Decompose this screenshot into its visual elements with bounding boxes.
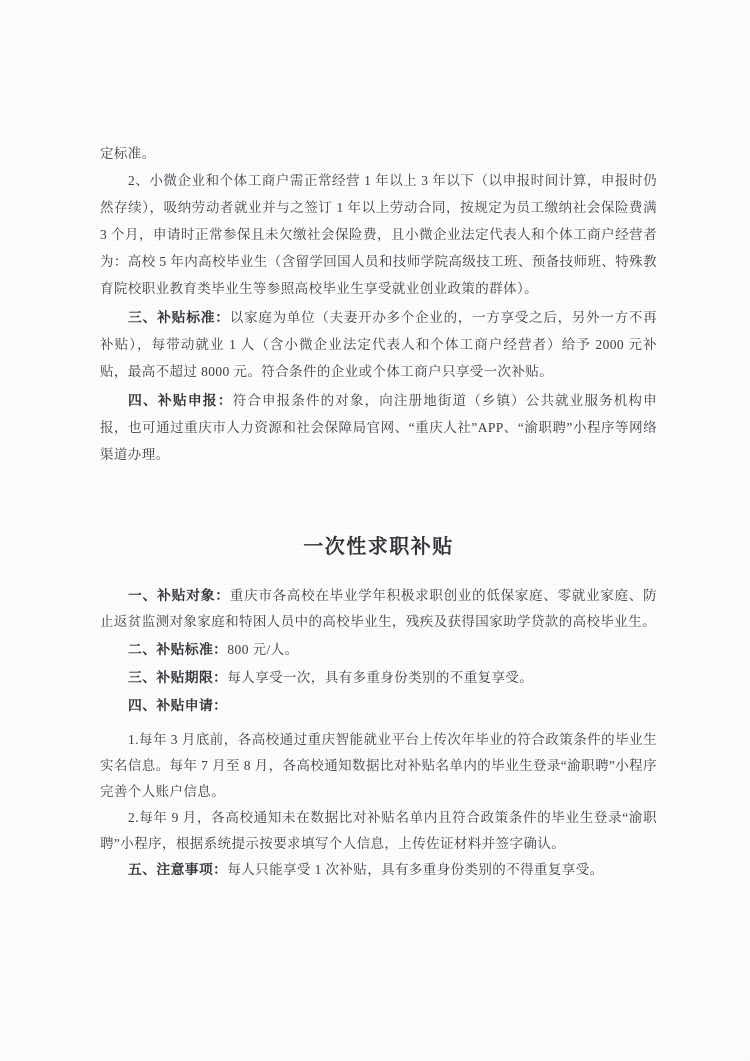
- para-apply-step-2: [100, 805, 657, 857]
- para-subsidy-amount-label: 二、补贴标准：: [128, 642, 228, 657]
- para-continuation: [100, 140, 657, 167]
- para-subsidy-declaration-text: 符合申报条件的对象，向注册地街道（乡镇）公共就业服务机构申报，也可通过重庆市人力资源和社会保障局官网、“重庆人社”APP、“渝职聘”小程序等网络渠道办理。: [100, 393, 657, 462]
- para-apply-step-1: [100, 727, 657, 805]
- para-subsidy-target-text: 重庆市各高校在毕业学年积极求职创业的低保家庭、零就业家庭、防止返贫监测对象家庭和特困人员中的高校毕业生，残疾及获得国家助学贷款的高校毕业生。: [100, 588, 658, 629]
- section-job-seeking-subsidy: [100, 531, 657, 883]
- para-subsidy-declaration-label: 四、补贴申报：: [128, 393, 233, 408]
- section-startup-subsidy: [100, 140, 657, 468]
- para-apply-step-2-text: 2.每年 9 月，各高校通知未在数据比对补贴名单内且符合政策条件的毕业生登录“渝职聘”小程序，根据系统提示按要求填写个人信息，上传佐证材料并签字确认。: [100, 810, 657, 851]
- para-continuation-text: 定标准。: [100, 146, 156, 161]
- para-condition-2: [100, 167, 657, 302]
- para-subsidy-apply-label: 四、补贴申请：: [128, 698, 228, 713]
- para-subsidy-declaration: [100, 387, 657, 468]
- para-subsidy-duration-text: 每人享受一次，具有多重身份类别的不重复享受。: [227, 670, 534, 685]
- para-subsidy-amount: [100, 637, 657, 663]
- para-subsidy-amount-text: 800 元/人。: [227, 642, 299, 657]
- para-subsidy-duration-label: 三、补贴期限：: [128, 670, 228, 685]
- para-subsidy-target: [100, 583, 657, 635]
- para-subsidy-duration: [100, 665, 657, 691]
- para-subsidy-standard-label: 三、补贴标准：: [128, 310, 230, 325]
- para-notes: [100, 857, 657, 883]
- para-subsidy-standard: [100, 304, 657, 385]
- para-subsidy-target-label: 一、补贴对象：: [128, 588, 230, 603]
- para-apply-step-1-text: 1.每年 3 月底前，各高校通过重庆智能就业平台上传次年毕业的符合政策条件的毕业生实名信息。每年 7 月至 8 月，各高校通知数据比对补贴名单内的毕业生登录“渝职聘”小程序完善个人账户信息。: [100, 732, 657, 799]
- section-title: 一次性求职补贴: [303, 536, 454, 558]
- para-subsidy-apply: [100, 693, 657, 719]
- para-notes-label: 五、注意事项：: [128, 862, 228, 877]
- para-subsidy-standard-text: 以家庭为单位（夫妻开办多个企业的，一方享受之后，另外一方不再补贴），每带动就业 1 人（含小微企业法定代表人和个体工商户经营者）给予 2000 元补贴，最高不超过 8000 元。符合条件的企业或个体工商户只享受一次补贴。: [100, 310, 658, 379]
- para-condition-2-text: 2、小微企业和个体工商户需正常经营 1 年以上 3 年以下（以申报时间计算，申报时仍然存续），吸纳劳动者就业并与之签订 1 年以上劳动合同，按规定为员工缴纳社会保险费满 3 个月，申请时正常参保且未欠缴社会保险费，且小微企业法定代表人和个体工商户经营者为：高校 5 年内高校毕业生（含留学回国人员和技师学院高级技工班、预备技师班、特殊教育院校职业教育类毕业生等参照高校毕业生享受就业创业政策的群体）。: [100, 173, 657, 296]
- para-notes-text: 每人只能享受 1 次补贴，具有多重身份类别的不得重复享受。: [227, 862, 604, 877]
